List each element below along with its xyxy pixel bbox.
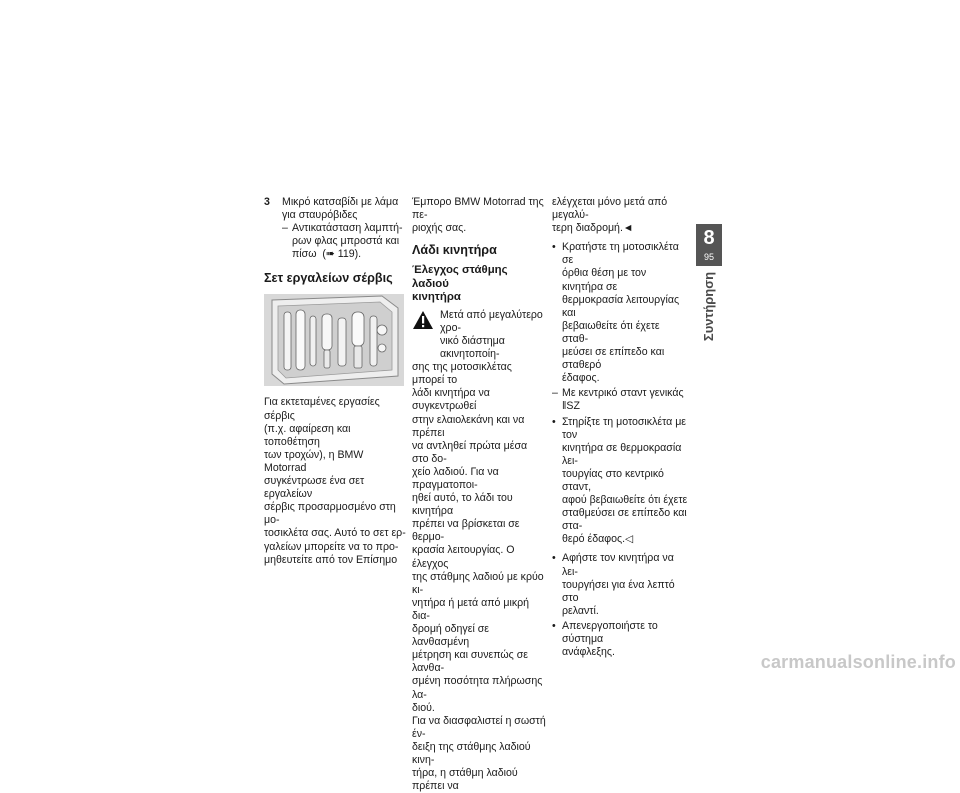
page-number: 95 [703,252,714,262]
bullet-marker: • [552,619,556,632]
dash-item-center-stand: – Με κεντρικό σταντ γενικάς ǁSZ [552,387,684,413]
item-number: 3 [264,196,270,208]
sub-item [264,222,406,261]
continued-text: Έμπορο BMW Motorrad της πε- ριοχής σας. [412,196,544,235]
watermark: carmanualsonline.info [760,652,956,672]
warning-note [412,309,546,361]
service-kit-paragraph: Για εκτεταμένες εργασίες σέρβις (π.χ. αφαίρεση και τοποθέτηση των τροχών), η BMW Motorrad συγκέντρωσε ένα σετ εργαλείων σέρβις προσαρμοσμένο στη μο- τοσικλέτα σας. Αυτό το σετ ερ- γαλείων μπορείτε να το προ- μηθευτείτε από τον Επίσημο [264,396,406,566]
column-middle [412,196,546,793]
bullet-item-hold-upright: • Κρατήστε τη μοτοσικλέτα σε όρθια θέση με τον κινητήρα σε θερμοκρασία λειτουργίας και βεβαιωθείτε ότι έχετε σταθ- μεύσει σε επίπεδο και σταθερό έδαφος. [552,241,680,385]
tool-kit-illustration [264,294,404,386]
sub-item-text: Αντικατάσταση λαμπτή- ρων φλας μπροστά και πίσω (➠ 119). [292,222,403,261]
continued-text: ελέγχεται μόνο μετά από μεγαλύ- τερη διαδρομή.◄ [552,196,668,235]
oil-body-paragraph-2: Για να διασφαλιστεί η σωστή έν- δειξη της στάθμης λαδιού κινη- τήρα, η στάθμη λαδιού πρέπει να [412,714,546,793]
section-heading-engine-oil: Λάδι κινητήρα [412,243,497,258]
side-section-label: Συντήρηση [701,271,717,341]
bullet-marker: • [552,241,556,254]
column-left [264,196,406,567]
chapter-number: 8 [703,227,715,249]
warning-text: Μετά από μεγαλύτερο χρο- νικό διάστημα ακινητοποίη- [440,308,543,361]
page-reference-link[interactable]: (➠ 119). [322,248,362,261]
dash-marker: – [552,387,558,400]
section-heading-service-kit: Σετ εργαλείων σέρβις [264,271,393,286]
chapter-tab [696,224,722,266]
column-right [552,196,688,659]
item-text: Μικρό κατσαβίδι με λάμα για σταυρόβιδες [282,196,399,222]
bullet-marker: • [552,415,556,428]
dash-marker: – [282,222,288,235]
oil-body-paragraph: σης της μοτοσικλέτας μπορεί το λάδι κινητήρα να συγκεντρωθεί στην ελαιολεκάνη και να πρέπει να αντληθεί πρώτα μέσα στο δο- χείο λαδιού. Για να πραγματοποι- ηθεί αυτό, το λάδι του κινητήρα πρέπει να βρίσκεται σε θερμο- κρασία λειτουργίας. Ο έλεγχος της στάθμης λαδιού με κρύο κι- νητήρα ή μετά από μικρή δια- δρομή οδηγεί σε λανθασμένη μέτρηση και συνεπώς σε λανθα- σμένη ποσότητα πλήρωσης λα- διού. [412,361,544,714]
bullet-item-center-stand: • Στηρίξτε τη μοτοσικλέτα με τον κινητήρα σε θερμοκρασία λει- τουργίας στο κεντρικό σταντ, αφού βεβαιωθείτε ότι έχετε σταθμεύσει σε επίπεδο και στα- θερό έδαφος.◁ [552,415,688,546]
bullet-marker: • [552,552,556,565]
bullet-item-ignition-off: • Απενεργοποιήστε το σύστημα ανάφλεξης. [552,619,658,659]
subheading-oil-level-check: Έλεγχος στάθμης λαδιού κινητήρα [412,264,508,304]
tool-kit-drawing [264,294,404,386]
bullet-item-idle: • Αφήστε τον κινητήρα να λει- τουργήσει για ένα λεπτό στο ρελαντί. [552,552,675,617]
warning-triangle-icon [412,310,434,330]
list-item-3 [264,196,406,222]
